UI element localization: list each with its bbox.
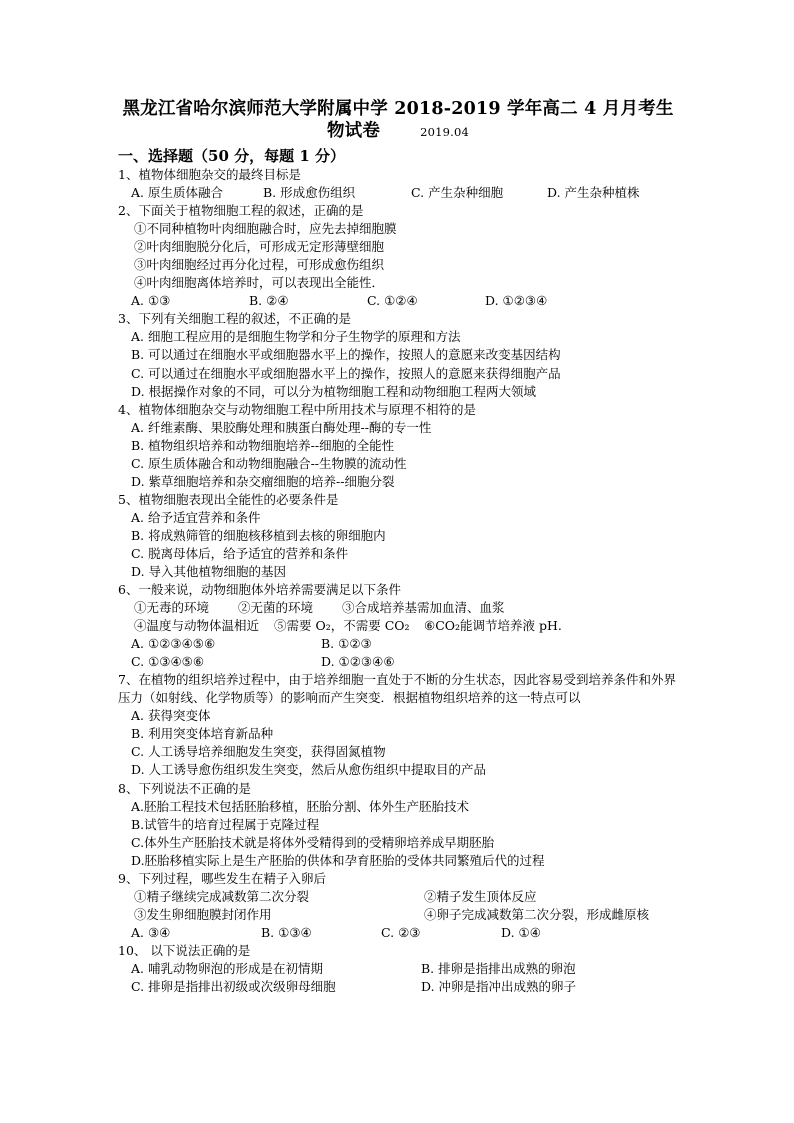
q5-option-c: C. 脱离母体后，给予适宜的营养和条件 [131,545,349,561]
q9-option-a: A. ③④ [131,924,171,940]
q9-statements-row-2 [118,906,688,924]
q7-option-b: B. 利用突变体培育新品种 [131,726,274,742]
q6-statements-row-2 [118,617,688,635]
q5-option-b: B. 将成熟筛管的细胞核移植到去核的卵细胞内 [131,527,386,543]
question-1-stem: 1、植物体细胞杂交的最终目标是 [118,167,301,182]
question-6-stem: 6、一般来说，动物细胞体外培养需要满足以下条件 [118,582,401,598]
q2-option-c: C. ①②④ [367,293,418,309]
q8-option-a: A.胚胎工程技术包括胚胎移植，胚胎分割、体外生产胚胎技术 [131,798,470,814]
q5-option-d: D. 导入其他植物细胞的基因 [131,564,287,580]
q6-statement-3: ③合成培养基需加血清、血浆 [342,600,505,616]
question-9-options [118,924,688,942]
q5-option-a: A. 给予适宜营养和条件 [131,509,261,525]
q1-option-d: D. 产生杂种植株 [547,185,640,201]
q9-statement-3: ③发生卵细胞膜封闭作用 [134,906,272,922]
q1-option-b: B. 形成愈伤组织 [263,185,356,201]
q3-option-d: D. 根据操作对象的不同，可以分为植物细胞工程和动物细胞工程两大领域 [131,383,537,399]
question-1-options [118,184,688,202]
q9-statement-4: ④卵子完成减数第二次分裂，形成雌原核 [424,906,650,922]
q2-statement-2: ②叶肉细胞脱分化后，可形成无定形薄壁细胞 [134,239,385,255]
q10-option-b: B. 排卵是指排出成熟的卵泡 [421,960,576,976]
q10-options-row-1 [118,960,688,978]
q9-statement-1: ①精子继续完成减数第二次分裂 [134,888,310,904]
q2-statement-3: ③叶肉细胞经过再分化过程，可形成愈伤组织 [134,257,385,273]
q3-option-c: C. 可以通过在细胞水平或细胞器水平上的操作，按照人的意愿来获得细胞产品 [131,365,561,381]
question-2-options [118,292,688,310]
q2-option-b: B. ②④ [249,293,289,309]
q6-options-row-2 [118,653,688,671]
title-subject: 物试卷 [326,121,381,141]
q6-options-row-1 [118,635,688,653]
q1-option-c: C. 产生杂种细胞 [411,185,504,201]
q4-option-b: B. 植物组织培养和动物细胞培养--细胞的全能性 [131,437,395,453]
q2-statement-1: ①不同种植物叶肉细胞融合时，应先去掉细胞膜 [134,221,397,237]
q9-option-c: C. ②③ [381,924,421,940]
q6-statement-5: ⑤需要 O₂，不需要 CO₂ [274,618,410,634]
q7-option-c: C. 人工诱导培养细胞发生突变，获得固氮植物 [131,744,386,760]
q3-option-a: A. 细胞工程应用的是细胞生物学和分子生物学的原理和方法 [131,329,461,345]
q6-option-c: C. ①③④⑤⑥ [131,654,205,670]
q3-option-b: B. 可以通过在细胞水平或细胞器水平上的操作，按照人的意愿来改变基因结构 [131,347,561,363]
question-5-stem: 5、植物细胞表现出全能性的必要条件是 [118,491,339,507]
q10-option-d: D. 冲卵是指冲出成熟的卵子 [421,979,577,995]
question-9-stem: 9、下列过程，哪些发生在精子入卵后 [118,870,326,886]
q6-statement-1: ①无毒的环境 [134,600,210,616]
q8-option-b: B.试管牛的培育过程属于克隆过程 [131,816,320,832]
question-3-stem: 3、下列有关细胞工程的叙述，不正确的是 [118,311,351,327]
q4-option-a: A. 纤维素酶、果胶酶处理和胰蛋白酶处理--酶的专一性 [131,419,432,435]
question-list [118,166,688,996]
q7-option-d: D. 人工诱导愈伤组织发生突变，然后从愈伤组织中提取目的产品 [131,762,487,778]
title-line-2 [118,120,678,143]
q6-option-a: A. ①②③④⑤⑥ [131,636,216,652]
exam-date: 2019.04 [420,125,470,139]
q9-statement-2: ②精子发生顶体反应 [424,888,537,904]
q8-option-d: D.胚胎移植实际上是生产胚胎的供体和孕育胚胎的受体共同繁殖后代的过程 [131,852,545,868]
q10-options-row-2 [118,978,688,996]
question-4-stem: 4、植物体细胞杂交与动物细胞工程中所用技术与原理不相符的是 [118,401,476,417]
q9-statements-row-1 [118,888,688,906]
q4-option-d: D. 紫草细胞培养和杂交瘤细胞的培养--细胞分裂 [131,473,395,489]
q6-option-b: B. ①②③ [321,636,372,652]
q10-option-c: C. 排卵是指排出初级或次级卵母细胞 [131,979,336,995]
q1-option-a: A. 原生质体融合 [131,185,223,201]
title-line-1: 黑龙江省哈尔滨师范大学附属中学 2018-2019 学年高二 4 月月考生 [122,99,674,119]
q6-statement-6: ⑥CO₂能调节培养液 pH. [424,618,562,634]
question-8-stem: 8、下列说法不正确的是 [118,780,251,796]
q4-option-c: C. 原生质体融合和动物细胞融合--生物膜的流动性 [131,455,407,471]
q8-option-c: C.体外生产胚胎技术就是将体外受精得到的受精卵培养成早期胚胎 [131,834,495,850]
question-10-stem: 10、 以下说法正确的是 [118,942,251,958]
q7-option-a: A. 获得突变体 [131,708,211,724]
q6-statement-4: ④温度与动物体温相近 [134,618,260,634]
q2-statement-4: ④叶肉细胞离体培养时，可以表现出全能性． [134,275,385,291]
q2-option-a: A. ①③ [131,293,171,309]
q6-statements-row-1 [118,599,688,617]
q9-option-b: B. ①③④ [261,924,312,940]
section-heading: 一、选择题（50 分，每题 1 分） [118,147,345,165]
q9-option-d: D. ①④ [501,924,541,940]
question-2-stem: 2、下面关于植物细胞工程的叙述，正确的是 [118,203,364,219]
q6-option-d: D. ①②③④⑥ [321,654,395,670]
q2-option-d: D. ①②③④ [485,293,548,309]
question-7-stem: 7、在植物的组织培养过程中，由于培养细胞一直处于不断的分生状态，因此容易受到培养条件和外界压力（如射线、化学物质等）的影响而产生突变．根据植物组织培养的这一特点可以 [118,672,676,706]
q6-statement-2: ②无菌的环境 [238,600,314,616]
q10-option-a: A. 哺乳动物卵泡的形成是在初情期 [131,960,323,976]
exam-title [118,98,678,143]
